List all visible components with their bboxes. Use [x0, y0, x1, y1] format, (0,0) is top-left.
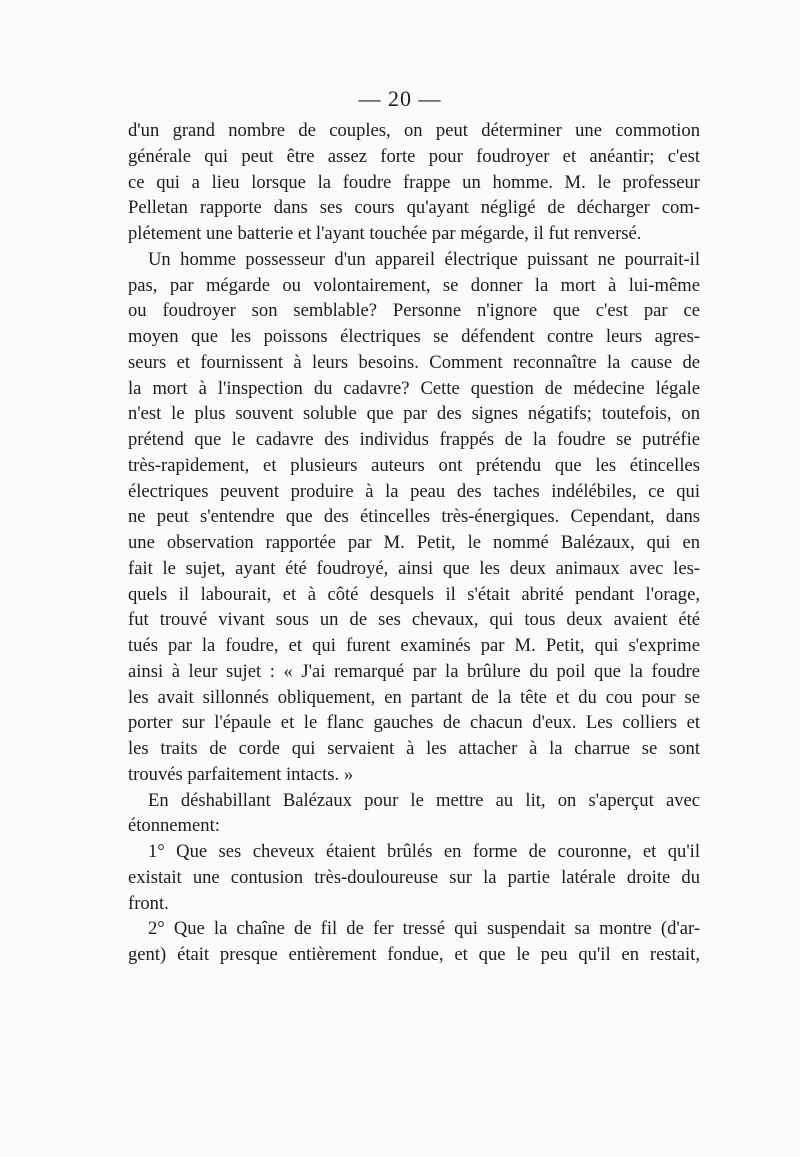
text-line: plétement une batterie et l'ayant touchée par mégarde, il fut renversé.: [128, 223, 642, 244]
text-line: 2° Que la chaîne de fil de fer tressé qui suspendait sa montre (d'ar-: [148, 918, 700, 940]
text-line: la mort à l'inspection du cadavre? Cette question de médecine légale: [128, 377, 700, 399]
text-line: moyen que les poissons électriques se défendent contre leurs agres-: [128, 326, 700, 347]
text-line: les traits de corde qui servaient à les attacher à la charrue se sont: [128, 738, 700, 759]
text-line: Un homme possesseur d'un appareil électrique puissant ne pourrait-il: [148, 248, 700, 270]
text-line: seurs et fournissent à leurs besoins. Comment reconnaître la cause de: [128, 351, 700, 373]
page-number: — 20 —: [358, 86, 442, 111]
text-line: tués par la foudre, et qui furent examinés par M. Petit, qui s'exprime: [128, 635, 700, 656]
text-line: En déshabillant Balézaux pour le mettre au lit, on s'aperçut avec: [148, 789, 700, 811]
text-line: ce qui a lieu lorsque la foudre frappe un homme. M. le professeur: [128, 171, 700, 193]
text-line: une observation rapportée par M. Petit, le nommé Balézaux, qui en: [128, 532, 700, 553]
text-line: fut trouvé vivant sous un de ses chevaux, qui tous deux avaient été: [128, 609, 700, 631]
text-line: prétend que le cadavre des individus frappés de la foudre se putréfie: [128, 429, 700, 450]
text-line: électriques peuvent produire à la peau des taches indélébiles, ce qui: [128, 480, 700, 502]
text-line: front.: [128, 892, 169, 914]
text-line: les avait sillonnés obliquement, en partant de la tête et du cou pour se: [128, 686, 700, 708]
text-line: n'est le plus souvent soluble que par des signes négatifs; toutefois, on: [128, 403, 700, 425]
text-line: pas, par mégarde ou volontairement, se donner la mort à lui-même: [128, 274, 700, 296]
text-line: fait le sujet, ayant été foudroyé, ainsi que les deux animaux avec les-: [128, 557, 700, 579]
text-line: d'un grand nombre de couples, on peut déterminer une commotion: [128, 120, 700, 141]
text-line: existait une contusion très-douloureuse sur la partie latérale droite du: [128, 866, 700, 888]
text-line: ou foudroyer son semblable? Personne n'ignore que c'est par ce: [128, 300, 700, 322]
body-text: [128, 118, 700, 968]
text-line: Pelletan rapporte dans ses cours qu'ayant négligé de décharger com-: [128, 197, 700, 219]
text-line: 1° Que ses cheveux étaient brûlés en forme de couronne, et qu'il: [148, 841, 700, 862]
text-line: ne peut s'entendre que des étincelles très-énergiques. Cependant, dans: [128, 506, 700, 528]
text-line: gent) était presque entièrement fondue, et que le peu qu'il en restait,: [128, 944, 700, 965]
text-line: trouvés parfaitement intacts. »: [128, 763, 354, 785]
text-line: étonnement:: [128, 815, 220, 837]
text-line: ainsi à leur sujet : « J'ai remarqué par la brûlure du poil que la foudre: [128, 660, 700, 682]
text-line: générale qui peut être assez forte pour foudroyer et anéantir; c'est: [128, 145, 700, 167]
text-line: porter sur l'épaule et le flanc gauches de chacun d'eux. Les colliers et: [128, 712, 700, 734]
text-line: quels il labourait, et à côté desquels il s'était abrité pendant l'orage,: [128, 583, 700, 605]
text-line: très-rapidement, et plusieurs auteurs ont prétendu que les étincelles: [128, 454, 700, 476]
